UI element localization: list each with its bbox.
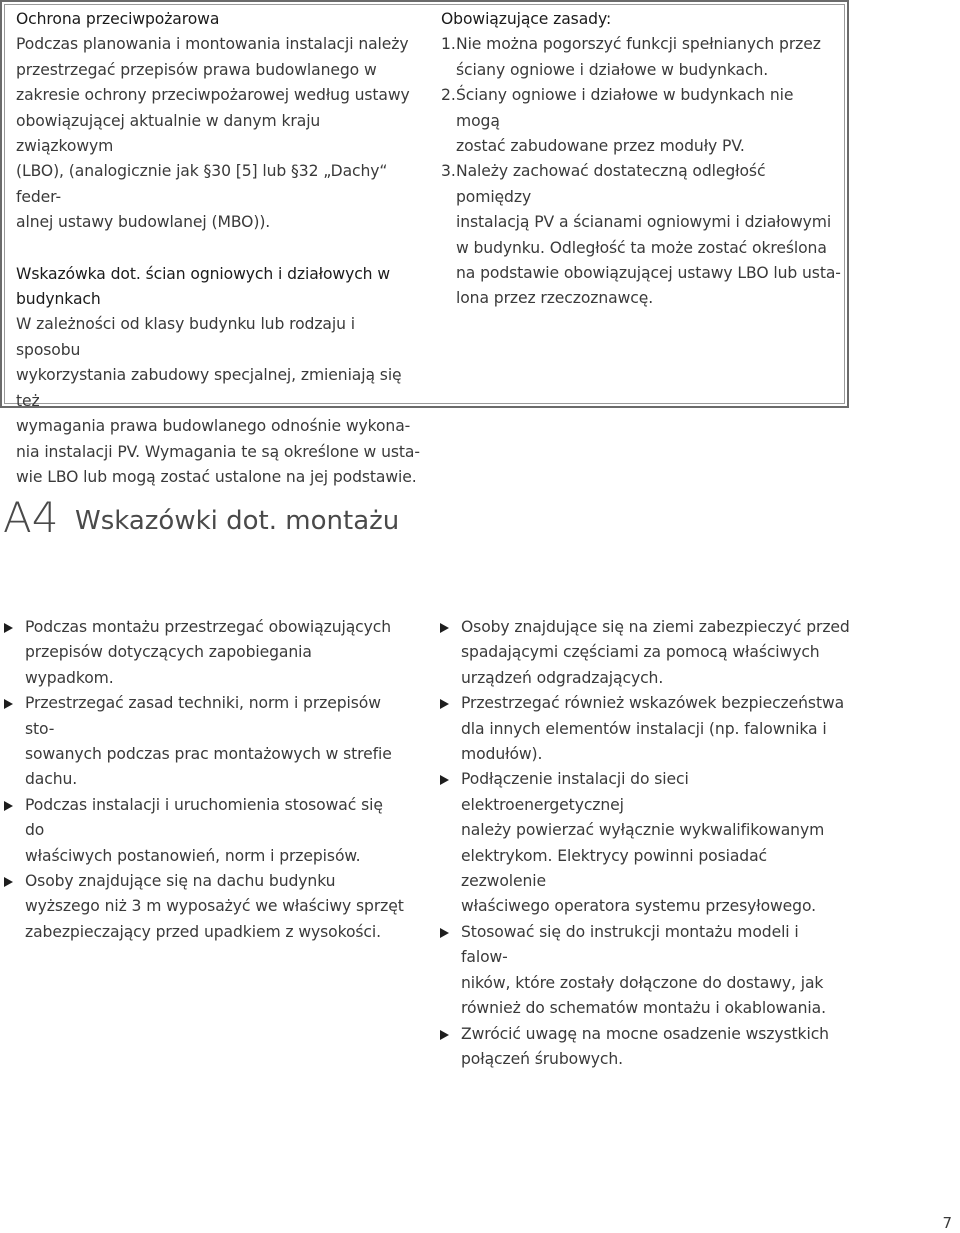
note-line: nia instalacji PV. Wymagania te są określone w usta- [16, 442, 420, 461]
rule-number: 3. [441, 162, 456, 181]
triangle-bullet-icon [440, 1030, 449, 1040]
bullet-line: modułów). [461, 745, 543, 764]
note-line: wymagania prawa budowlanego odnośnie wykona- [16, 417, 411, 436]
bullet-line: połączeń śrubowych. [461, 1049, 623, 1068]
bullet-line: elektrykom. Elektrycy powinni posiadać zezwolenie [461, 846, 768, 891]
bullet-line: dla innych elementów instalacji (np. falownika i [461, 719, 827, 738]
intro-line: obowiązującej aktualnie w danym kraju związkowym [16, 111, 321, 156]
rule-line: instalacją PV a ścianami ogniowymi i działowymi [456, 213, 832, 232]
rule-line: ściany ogniowe i działowe w budynkach. [456, 60, 769, 79]
list-item [440, 767, 850, 919]
rule-line: zostać zabudowane przez moduły PV. [456, 137, 745, 156]
rule-line: Należy zachować dostateczną odległość pomiędzy [456, 162, 766, 206]
bullet-line: Stosować się do instrukcji montażu modeli i falow- [461, 922, 799, 967]
bullet-line: urządzeń odgradzających. [461, 668, 664, 687]
bullet-line: Podczas montażu przestrzegać obowiązujących [25, 618, 392, 636]
triangle-bullet-icon [440, 699, 449, 709]
triangle-bullet-icon [4, 699, 13, 709]
bullet-line: przepisów dotyczących zapobiegania wypadkom. [25, 643, 312, 687]
list-item [4, 793, 404, 869]
intro-line: Podczas planowania i montowania instalacji należy [16, 35, 409, 54]
bullet-line: wyższego niż 3 m wyposażyć we właściwy sprzęt [25, 897, 404, 916]
rule-line: w budynku. Odległość ta może zostać określona [456, 238, 827, 257]
rule-item [441, 83, 841, 159]
fire-protection-box [0, 0, 849, 486]
walls-note-heading [16, 262, 420, 313]
rule-line: lona przez rzeczoznawcę. [456, 289, 654, 308]
bullet-line: Osoby znajdujące się na dachu budynku [25, 872, 336, 891]
triangle-bullet-icon [440, 775, 449, 785]
bullet-line: Osoby znajdujące się na ziemi zabezpieczyć przed [461, 618, 850, 636]
intro-line: alnej ustawy budowlanej (MBO)). [16, 213, 271, 232]
rule-line: Nie można pogorszyć funkcji spełnianych przez [456, 35, 821, 54]
rule-line: Ściany ogniowe i działowe w budynkach nie mogą [456, 86, 794, 130]
fire-protection-intro [16, 32, 420, 235]
rules-list [441, 32, 841, 311]
section-header [3, 488, 903, 548]
bullet-line: Przestrzegać również wskazówek bezpieczeństwa [461, 694, 845, 713]
list-item [440, 615, 850, 691]
section-title: Wskazówki dot. montażu [75, 506, 400, 536]
list-item [4, 869, 404, 945]
bullet-line: Podłączenie instalacji do sieci elektroenergetycznej [461, 770, 689, 814]
triangle-bullet-icon [440, 623, 449, 633]
intro-line: (LBO), (analogicznie jak §30 [5] lub §32 „Dachy“ feder- [16, 162, 388, 206]
rule-number: 2. [441, 86, 456, 105]
walls-note-body [16, 312, 420, 490]
rule-number: 1. [441, 35, 456, 54]
triangle-bullet-icon [4, 801, 13, 811]
bullet-line: zabezpieczający przed upadkiem z wysokości. [25, 922, 381, 941]
rules-heading: Obowiązujące zasady: [441, 10, 612, 28]
bullet-line: Podczas instalacji i uruchomienia stosować się do [25, 795, 383, 840]
bullet-line: spadającymi częściami za pomocą właściwych [461, 643, 820, 662]
list-item [4, 615, 404, 691]
bullet-line: właściwych postanowień, norm i przepisów. [25, 846, 361, 865]
note-line: wykorzystania zabudowy specjalnej, zmieniają się też [16, 366, 402, 410]
note-line: W zależności od klasy budynku lub rodzaju i sposobu [16, 315, 355, 359]
note-heading-line: budynkach [16, 290, 101, 309]
bullet-line: dachu. [25, 770, 78, 789]
page-number: 7 [942, 1214, 952, 1232]
box-right-column [441, 7, 841, 312]
list-item [440, 691, 850, 767]
intro-line: zakresie ochrony przeciwpożarowej według ustawy [16, 86, 410, 105]
list-item [440, 1022, 850, 1073]
triangle-bullet-icon [4, 623, 13, 633]
triangle-bullet-icon [440, 928, 449, 938]
fire-protection-heading: Ochrona przeciwpożarowa [16, 10, 220, 28]
note-heading-line: Wskazówka dot. ścian ogniowych i działowych w [16, 264, 390, 283]
bullet-line: również do schematów montażu i okablowania. [461, 999, 826, 1018]
section-code: A4 [3, 493, 59, 542]
rule-line: na podstawie obowiązującej ustawy LBO lub usta- [456, 264, 841, 283]
list-item [440, 920, 850, 1022]
bullet-line: sowanych podczas prac montażowych w strefie [25, 745, 392, 764]
intro-line: przestrzegać przepisów prawa budowlanego w [16, 60, 377, 79]
rule-item [441, 159, 841, 311]
bullet-line: Przestrzegać zasad techniki, norm i przepisów sto- [25, 694, 381, 738]
list-item [4, 691, 404, 793]
bullet-line: właściwego operatora systemu przesyłowego. [461, 897, 816, 916]
bullet-line: ników, które zostały dołączone do dostawy, jak [461, 973, 824, 992]
box-left-column [16, 7, 420, 490]
triangle-bullet-icon [4, 877, 13, 887]
rule-item [441, 32, 841, 83]
mounting-notes-left [4, 615, 404, 945]
note-line: wie LBO lub mogą zostać ustalone na jej podstawie. [16, 467, 417, 486]
bullet-line: Zwrócić uwagę na mocne osadzenie wszystkich [461, 1024, 829, 1043]
bullet-line: należy powierzać wyłącznie wykwalifikowanym [461, 821, 825, 840]
mounting-notes-right [440, 615, 850, 1072]
